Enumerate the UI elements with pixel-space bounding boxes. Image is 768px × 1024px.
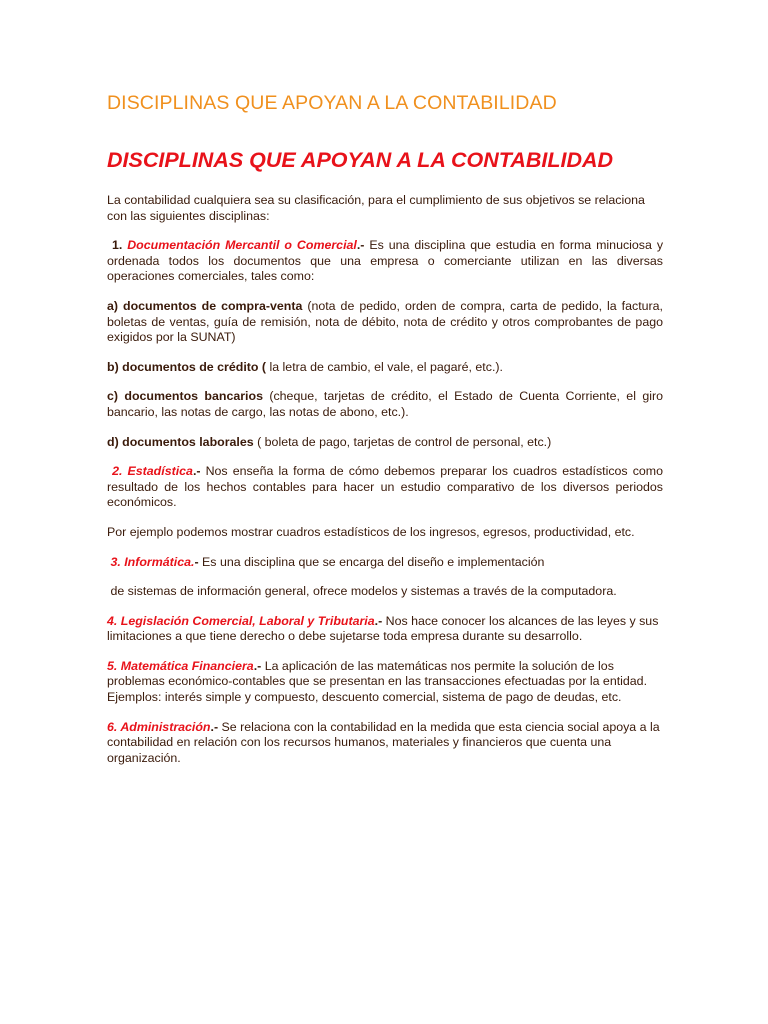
section-separator: -: [194, 554, 203, 569]
document-heading: DISCIPLINAS QUE APOYAN A LA CONTABILIDAD: [107, 148, 614, 172]
item-label: d) documentos laborales: [107, 434, 254, 449]
section-title: Documentación Mercantil o Comercial: [127, 238, 357, 253]
section-administracion: [107, 720, 663, 767]
section-title: 2. Estadística: [112, 464, 193, 479]
section-legislacion: [107, 614, 663, 645]
item-text: la letra de cambio, el vale, el pagaré, etc.).: [269, 359, 503, 374]
intro-paragraph: La contabilidad cualquiera sea su clasificación, para el cumplimiento de sus objetivos se relaciona con las siguientes disciplinas:: [107, 193, 645, 223]
section-text: Se relaciona con la contabilidad en la medida que esta ciencia social apoya a la contabilidad en relación con los recursos humanos, materiales y financieros que cuenta una organización.: [107, 719, 660, 765]
item-label: a) documentos de compra-venta: [107, 298, 303, 313]
section-separator: .-: [253, 658, 265, 673]
item-label: c) documentos bancarios: [107, 389, 263, 404]
continuation-text: de sistemas de información general, ofrece modelos y sistemas a través de la computadora.: [110, 584, 617, 599]
section-title: 4. Legislación Comercial, Laboral y Tributaria: [107, 613, 375, 628]
item-credito: [107, 360, 663, 376]
section-text: Nos enseña la forma de cómo debemos preparar los cuadros estadísticos como resultado de los hechos contables para hacer un estudio comparativo de los diversos periodos económicos.: [107, 464, 664, 510]
item-label: b) documentos de crédito (: [107, 359, 270, 374]
section-text: La aplicación de las matemáticas nos permite la solución de los problemas económico-contables que se presentan en las transacciones efectuadas por la entidad. Ejemplos: interés simple y compuesto, descuento comercial, sistema de pago de deudas, etc.: [107, 658, 648, 705]
section-title: 6. Administración: [107, 719, 211, 734]
informatica-continuation: [107, 584, 663, 600]
document-body: [107, 193, 663, 780]
section-text: Es una disciplina que estudia en forma minuciosa y ordenada todos los documentos que una empresa o comerciante utilizan en las diversas operaciones comerciales, tales como:: [107, 238, 664, 284]
section-title: 3. Informática.: [110, 554, 195, 569]
section-title: 5. Matemática Financiera: [107, 658, 254, 673]
section-matematica: [107, 659, 663, 706]
item-compra-venta: [107, 299, 663, 346]
item-text: ( boleta de pago, tarjetas de control de personal, etc.): [253, 434, 552, 449]
section-number: 1.: [111, 238, 128, 253]
section-text: Nos hace conocer los alcances de las leyes y sus limitaciones a que tiene derecho o debe sujetarse toda empresa durante su desarrollo.: [107, 613, 659, 644]
item-laborales: [107, 435, 663, 451]
section-separator: .-: [356, 238, 370, 253]
item-text: (nota de pedido, orden de compra, carta de pedido, la factura, boletas de ventas, guía de remisión, nota de débito, nota de crédito y otros comprobantes de pago exigidos por la SUNAT): [107, 298, 663, 345]
section-informatica: [107, 555, 663, 571]
section-separator: .-: [210, 719, 222, 734]
section-separator: .-: [374, 613, 386, 628]
section-estadistica: [107, 464, 663, 511]
item-text: (cheque, tarjetas de crédito, el Estado de Cuenta Corriente, el giro bancario, las notas de cargo, las notas de abono, etc.).: [107, 389, 663, 419]
section-documentacion: [107, 238, 663, 285]
example-paragraph: Por ejemplo podemos mostrar cuadros estadísticos de los ingresos, egresos, productividad, etc.: [107, 524, 635, 539]
section-separator: .-: [192, 464, 206, 479]
section-text: Es una disciplina que se encarga del diseño e implementación: [202, 554, 545, 569]
item-bancarios: [107, 389, 663, 420]
document-title: DISCIPLINAS QUE APOYAN A LA CONTABILIDAD: [107, 92, 557, 114]
